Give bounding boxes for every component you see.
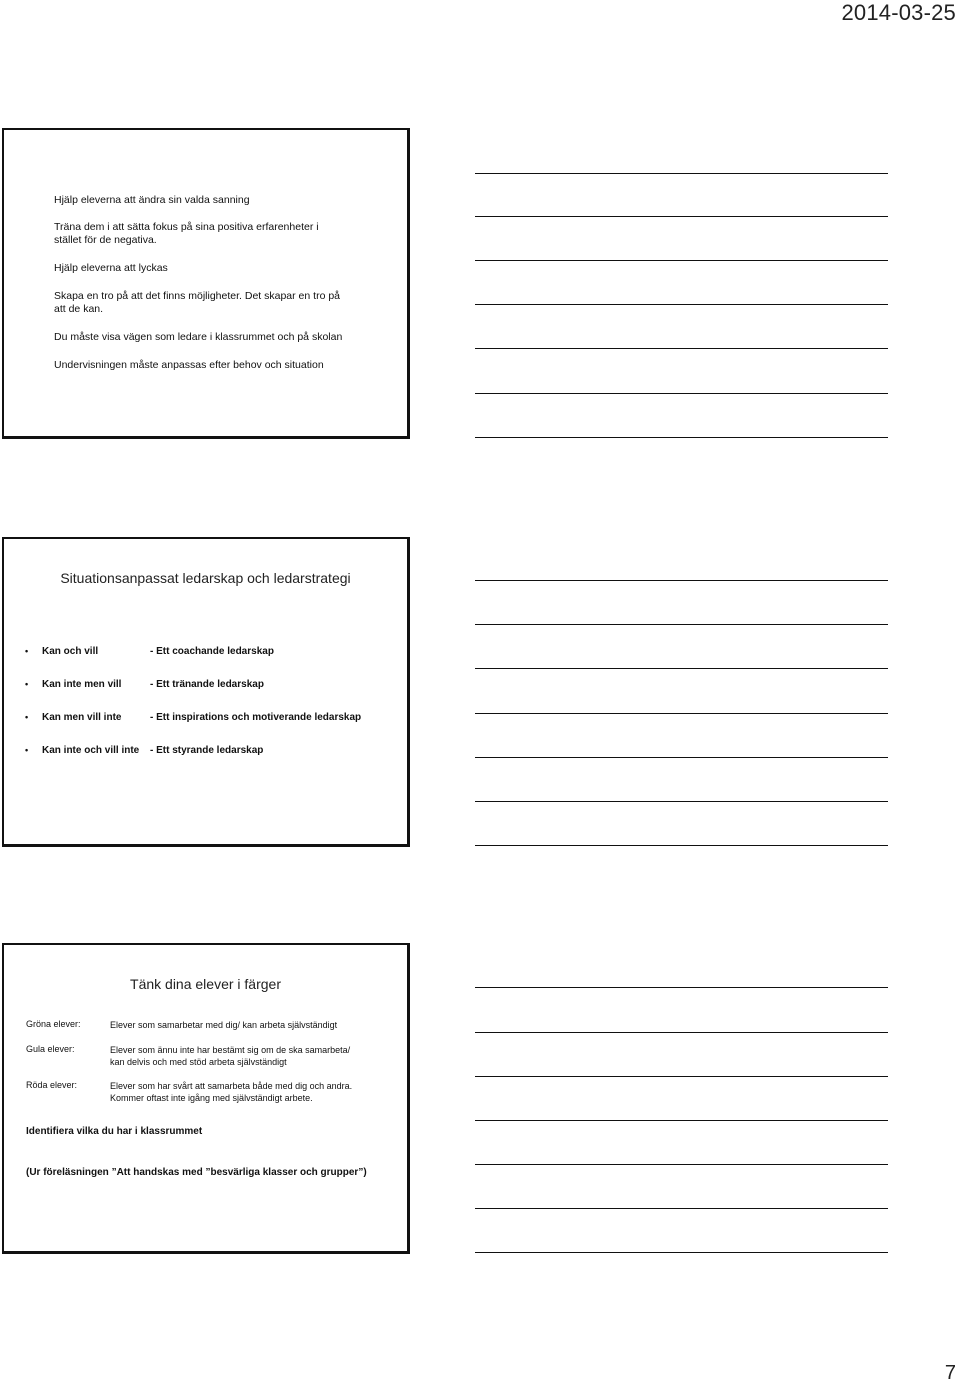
bullet-icon: • xyxy=(25,712,29,722)
row-condition: Kan men vill inte xyxy=(42,712,122,723)
note-line xyxy=(475,713,888,714)
color-label-green: Gröna elever: xyxy=(26,1019,81,1029)
note-line xyxy=(475,624,888,625)
bullet-icon: • xyxy=(25,679,29,689)
note-line xyxy=(475,1164,888,1165)
note-line xyxy=(475,580,888,581)
bullet-icon: • xyxy=(25,745,29,755)
note-line xyxy=(475,393,888,394)
color-desc-green: Elever som samarbetar med dig/ kan arbeta självständigt xyxy=(110,1020,338,1030)
note-line xyxy=(475,757,888,758)
slide2-row xyxy=(4,745,407,759)
slide2-row xyxy=(4,646,407,660)
note-line xyxy=(475,1032,888,1033)
color-label-red: Röda elever: xyxy=(26,1080,78,1090)
note-line xyxy=(475,1252,888,1253)
note-line xyxy=(475,1076,888,1077)
note-line xyxy=(475,216,888,217)
color-label-yellow: Gula elever: xyxy=(26,1044,75,1054)
note-line xyxy=(475,987,888,988)
note-line xyxy=(475,437,888,438)
bullet-icon: • xyxy=(25,646,29,656)
slide3-title: Tänk dina elever i färger xyxy=(130,976,281,992)
row-condition: Kan och vill xyxy=(42,646,99,657)
slide1-line-2: Träna dem i att sätta fokus på sina positiva erfarenheter i stället för de negativa. xyxy=(54,221,319,246)
note-line xyxy=(475,1208,888,1209)
note-line xyxy=(475,1120,888,1121)
page-number: 7 xyxy=(944,1362,956,1384)
slide1-line-3: Hjälp eleverna att lyckas xyxy=(54,262,168,274)
note-line xyxy=(475,173,888,174)
slide1-line-5: Du måste visa vägen som ledare i klassrummet och på skolan xyxy=(54,331,343,343)
slide2-row xyxy=(4,712,407,726)
slide2-title: Situationsanpassat ledarskap och ledarstrategi xyxy=(60,570,351,586)
color-desc-yellow: Elever som ännu inte har bestämt sig om de ska samarbeta/ kan delvis och med stöd arbeta självständigt xyxy=(110,1045,351,1067)
row-strategy: - Ett coachande ledarskap xyxy=(150,646,274,657)
slide-1 xyxy=(2,128,410,439)
slide1-line-6: Undervisningen måste anpassas efter behov och situation xyxy=(54,359,324,371)
note-line xyxy=(475,304,888,305)
slide2-row xyxy=(4,679,407,693)
note-line xyxy=(475,668,888,669)
note-line xyxy=(475,801,888,802)
row-condition: Kan inte och vill inte xyxy=(42,745,140,756)
row-strategy: - Ett styrande ledarskap xyxy=(150,745,264,756)
row-strategy: - Ett inspirations och motiverande ledarskap xyxy=(150,712,362,723)
source-line: (Ur föreläsningen ”Att handskas med ”besvärliga klasser och grupper”) xyxy=(26,1167,367,1178)
document-date: 2014-03-25 xyxy=(841,0,956,25)
slide-2 xyxy=(2,537,410,847)
slide1-line-1: Hjälp eleverna att ändra sin valda sanning xyxy=(54,194,250,206)
row-strategy: - Ett tränande ledarskap xyxy=(150,679,264,690)
row-condition: Kan inte men vill xyxy=(42,679,122,690)
slide1-line-4: Skapa en tro på att det finns möjligheter. Det skapar en tro på att de kan. xyxy=(54,290,341,315)
note-line xyxy=(475,260,888,261)
identify-line: Identifiera vilka du har i klassrummet xyxy=(26,1126,203,1137)
color-desc-red: Elever som har svårt att samarbeta både med dig och andra. Kommer oftast inte igång med självständigt arbete. xyxy=(110,1081,353,1103)
note-line xyxy=(475,348,888,349)
note-line xyxy=(475,845,888,846)
slide-3 xyxy=(2,943,410,1254)
